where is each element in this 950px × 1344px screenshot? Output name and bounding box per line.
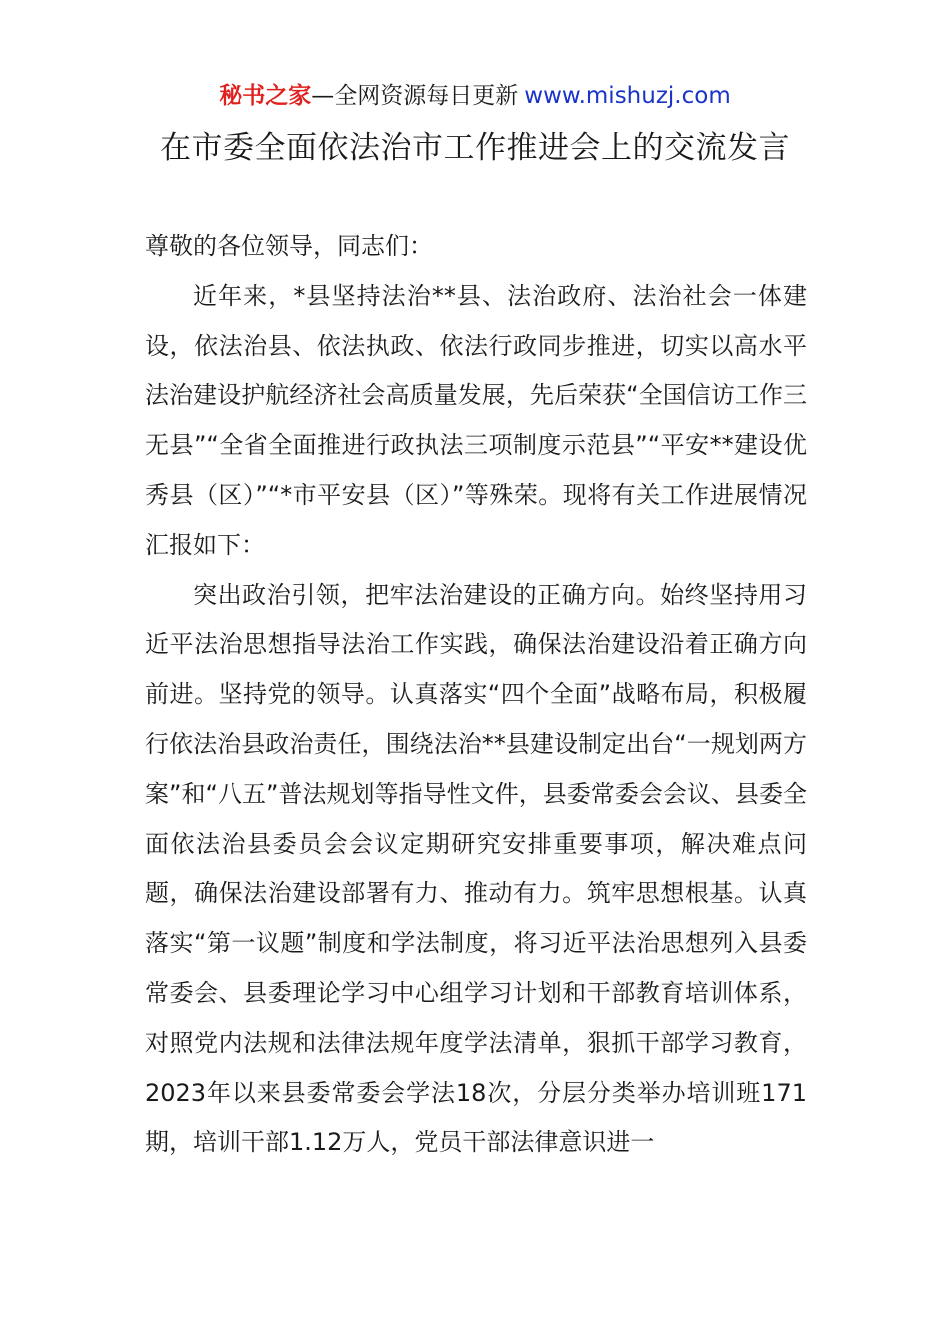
document-title: 在市委全面依法治市工作推进会上的交流发言	[160, 130, 790, 166]
site-url-link[interactable]: www.mishuzj.com	[524, 83, 731, 109]
paragraph: 突出政治引领，把牢法治建设的正确方向。始终坚持用习近平法治思想指导法治工作实践，确保法治建设沿着正确方向前进。坚持党的领导。认真落实“四个全面”战略布局，积极履行依法治县政治责任，围绕法治**县建设制定出台“一规划两方案”和“八五”普法规划等指导性文件，县委常委会会议、县委全面依法治县委员会会议定期研究安排重要事项，解决难点问题，确保法治建设部署有力、推动有力。筑牢思想根基。认真落实“第一议题”制度和学法制度，将习近平法治思想列入县委常委会、县委理论学习中心组学习计划和干部教育培训体系，对照党内法规和法律法规年度学法清单，狠抓干部学习教育，2023年以来县委常委会学法18次，分层分类举办培训班171期，培训干部1.12万人，党员干部法律意识进一	[145, 580, 807, 1157]
paragraph: 近年来，*县坚持法治**县、法治政府、法治社会一体建设，依法治县、依法执政、依法行政同步推进，切实以高水平法治建设护航经济社会高质量发展，先后荣获“全国信访工作三无县”“全省全面推进行政执法三项制度示范县”“平安**建设优秀县（区）”“*市平安县（区）”等殊荣。现将有关工作进展情况汇报如下：	[145, 281, 807, 559]
salutation: 尊敬的各位领导，同志们：	[145, 232, 433, 260]
brand-name: 秘书之家	[219, 83, 312, 109]
site-header	[0, 80, 950, 112]
document-body	[145, 222, 807, 1168]
header-tagline: —全网资源每日更新	[311, 83, 519, 109]
